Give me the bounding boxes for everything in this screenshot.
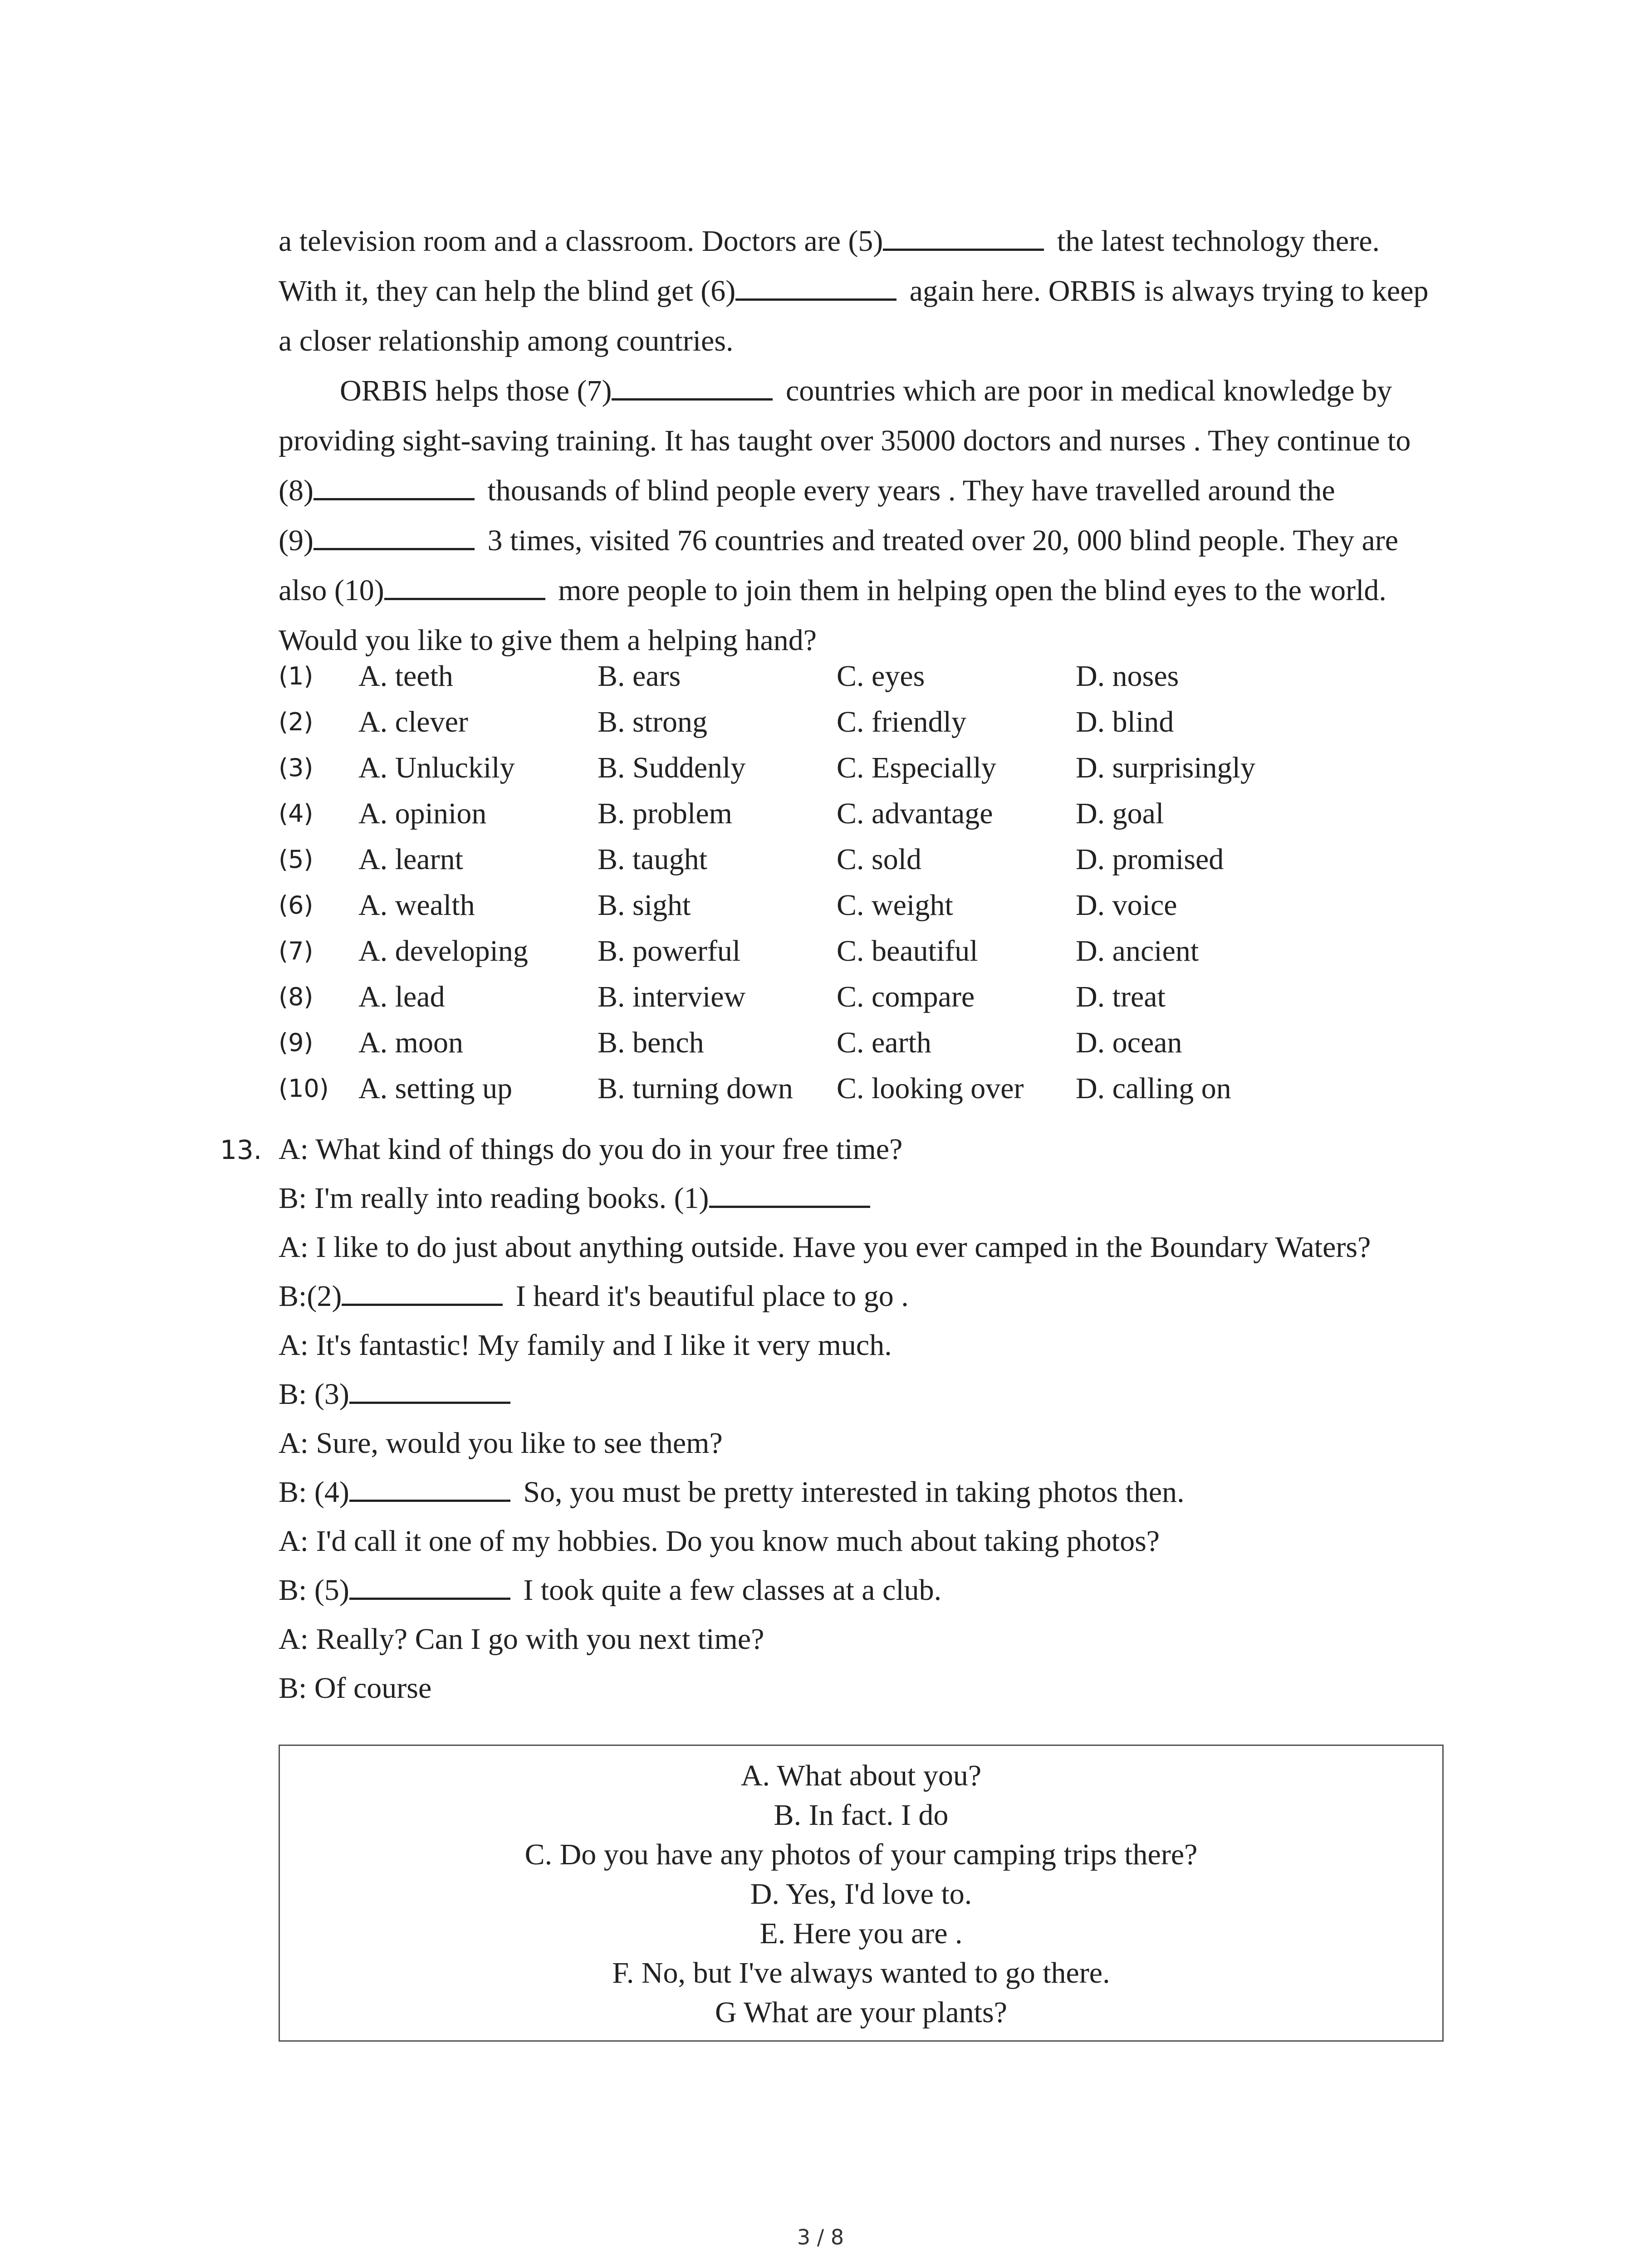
option-b: B. turning down: [598, 1071, 793, 1105]
option-b: B. ears: [598, 659, 681, 693]
dialogue-blank-5: [349, 1570, 510, 1600]
option-d: D. ocean: [1076, 1026, 1182, 1059]
option-row: [279, 1020, 1458, 1066]
dialogue-line: [279, 1272, 1458, 1321]
option-row: [279, 653, 1458, 699]
option-row: [279, 836, 1458, 882]
dialogue-blank-3: [349, 1374, 510, 1404]
option-number: (5): [279, 845, 314, 874]
option-c: C. sold: [837, 842, 922, 876]
option-d: D. treat: [1076, 980, 1166, 1013]
choice-item: G What are your plants?: [715, 1996, 1007, 2029]
passage-text: ORBIS helps those (7): [340, 374, 612, 407]
option-a: A. moon: [358, 1026, 463, 1059]
choice-item: A. What about you?: [740, 1759, 982, 1792]
dialogue-text: A: Sure, would you like to see them?: [279, 1427, 723, 1460]
dialogue-line: [279, 1370, 1458, 1419]
dialogue-line: [279, 1468, 1458, 1517]
dialogue-text: A: Really? Can I go with you next time?: [279, 1623, 764, 1656]
option-c: C. beautiful: [837, 934, 978, 968]
option-d: D. goal: [1076, 797, 1164, 830]
option-number: (8): [279, 982, 314, 1011]
option-row: [279, 791, 1458, 836]
dialogue-line: [279, 1664, 1458, 1713]
option-number: (10): [279, 1074, 329, 1103]
option-a: A. teeth: [358, 659, 453, 693]
option-row: [279, 1066, 1458, 1111]
answer-blank-5: [883, 221, 1044, 251]
option-b: B. taught: [598, 842, 707, 876]
option-a: A. lead: [358, 980, 445, 1013]
passage-text: 3 times, visited 76 countries and treated over 20, 000 blind people. They are: [480, 524, 1399, 557]
passage-line: [279, 266, 1458, 316]
dialogue-text: So, you must be pretty interested in taking photos then.: [515, 1476, 1185, 1509]
page-number: 3 / 8: [797, 2225, 844, 2249]
option-b: B. bench: [598, 1026, 704, 1059]
option-number: (2): [279, 708, 314, 736]
answer-blank-6: [735, 271, 896, 301]
option-number: (9): [279, 1028, 314, 1057]
option-a: A. opinion: [358, 797, 487, 830]
dialogue-line: [279, 1174, 1458, 1223]
dialogue-line: [279, 1321, 1458, 1370]
passage-line: [279, 516, 1458, 566]
option-number: (7): [279, 937, 314, 965]
dialogue-blank-1: [709, 1178, 870, 1208]
passage-line: [279, 466, 1458, 516]
option-a: A. wealth: [358, 888, 475, 922]
dialogue-text: A: What kind of things do you do in your free time?: [279, 1133, 903, 1166]
option-b: B. strong: [598, 705, 708, 738]
option-d: D. promised: [1076, 842, 1224, 876]
option-a: A. Unluckily: [358, 751, 515, 784]
reading-passage: [279, 216, 1458, 665]
option-c: C. Especially: [837, 751, 996, 784]
dialogue-text: B: (3): [279, 1378, 349, 1411]
option-row: [279, 974, 1458, 1020]
passage-line: [279, 566, 1458, 616]
option-d: D. ancient: [1076, 934, 1199, 968]
dialogue-line: [279, 1615, 1458, 1664]
option-c: C. looking over: [837, 1071, 1024, 1105]
passage-text: (8): [279, 474, 314, 507]
option-b: B. problem: [598, 797, 732, 830]
choice-item: B. In fact. I do: [774, 1799, 949, 1832]
dialogue-text: A: I'd call it one of my hobbies. Do you know much about taking photos?: [279, 1525, 1160, 1558]
option-row: [279, 882, 1458, 928]
option-row: [279, 745, 1458, 791]
passage-text: With it, they can help the blind get (6): [279, 274, 736, 308]
option-b: B. sight: [598, 888, 691, 922]
option-row: [279, 928, 1458, 974]
option-d: D. noses: [1076, 659, 1179, 693]
dialogue-text: A: It's fantastic! My family and I like it very much.: [279, 1329, 892, 1362]
option-b: B. Suddenly: [598, 751, 746, 784]
passage-text: again here. ORBIS is always trying to keep: [902, 274, 1429, 308]
option-c: C. eyes: [837, 659, 925, 693]
choice-item: C. Do you have any photos of your camping trips there?: [524, 1838, 1198, 1871]
dialogue: [279, 1125, 1458, 1713]
option-d: D. surprisingly: [1076, 751, 1255, 784]
option-d: D. calling on: [1076, 1071, 1231, 1105]
passage-text: also (10): [279, 574, 384, 607]
option-c: C. compare: [837, 980, 975, 1013]
passage-line: [279, 216, 1458, 266]
passage-line: [279, 366, 1458, 416]
dialogue-line: [279, 1419, 1458, 1468]
option-number: (6): [279, 891, 314, 919]
option-c: C. earth: [837, 1026, 931, 1059]
dialogue-line: [279, 1566, 1458, 1615]
option-d: D. blind: [1076, 705, 1174, 738]
dialogue-blank-2: [342, 1276, 503, 1306]
passage-text: the latest technology there.: [1049, 225, 1380, 258]
dialogue-text: I heard it's beautiful place to go .: [508, 1280, 909, 1313]
multiple-choice-options: [279, 653, 1458, 1111]
passage-text: more people to join them in helping open the blind eyes to the world.: [550, 574, 1386, 607]
passage-text: countries which are poor in medical knowledge by: [778, 374, 1392, 407]
option-number: (3): [279, 753, 314, 782]
passage-line: [279, 316, 1458, 366]
passage-text: a closer relationship among countries.: [279, 324, 734, 357]
dialogue-text: B: I'm really into reading books. (1): [279, 1182, 709, 1215]
option-number: (4): [279, 799, 314, 828]
passage-text: (9): [279, 524, 314, 557]
answer-choices-box: [279, 1745, 1444, 2042]
option-number: (1): [279, 662, 314, 690]
option-a: A. learnt: [358, 842, 463, 876]
passage-text: a television room and a classroom. Doctors are (5): [279, 225, 883, 258]
dialogue-line: [279, 1517, 1458, 1566]
option-b: B. powerful: [598, 934, 741, 968]
option-c: C. friendly: [837, 705, 966, 738]
dialogue-text: B: (4): [279, 1476, 349, 1509]
dialogue-blank-4: [349, 1472, 510, 1502]
dialogue-text: B: (5): [279, 1574, 349, 1607]
passage-text: thousands of blind people every years . They have travelled around the: [480, 474, 1335, 507]
question-number: 13.: [220, 1134, 262, 1165]
option-row: [279, 699, 1458, 745]
answer-blank-7: [612, 371, 773, 401]
option-c: C. advantage: [837, 797, 993, 830]
dialogue-line: [279, 1125, 1458, 1174]
passage-line: [279, 416, 1458, 466]
dialogue-text: A: I like to do just about anything outside. Have you ever camped in the Boundary Waters?: [279, 1231, 1371, 1264]
option-a: A. clever: [358, 705, 468, 738]
dialogue-text: I took quite a few classes at a club.: [515, 1574, 942, 1607]
option-d: D. voice: [1076, 888, 1177, 922]
choice-item: E. Here you are .: [759, 1917, 963, 1950]
choice-item: D. Yes, I'd love to.: [750, 1877, 972, 1911]
answer-blank-10: [384, 571, 545, 600]
choice-item: F. No, but I've always wanted to go there.: [612, 1956, 1110, 1989]
answer-blank-8: [314, 471, 475, 500]
option-a: A. setting up: [358, 1071, 513, 1105]
answer-blank-9: [314, 521, 475, 550]
dialogue-line: [279, 1223, 1458, 1272]
passage-text: providing sight-saving training. It has taught over 35000 doctors and nurses . They continue to: [279, 424, 1411, 457]
option-b: B. interview: [598, 980, 746, 1013]
passage-text: Would you like to give them a helping hand?: [279, 624, 817, 657]
option-c: C. weight: [837, 888, 953, 922]
dialogue-text: B: Of course: [279, 1672, 432, 1705]
dialogue-text: B:(2): [279, 1280, 342, 1313]
option-a: A. developing: [358, 934, 528, 968]
